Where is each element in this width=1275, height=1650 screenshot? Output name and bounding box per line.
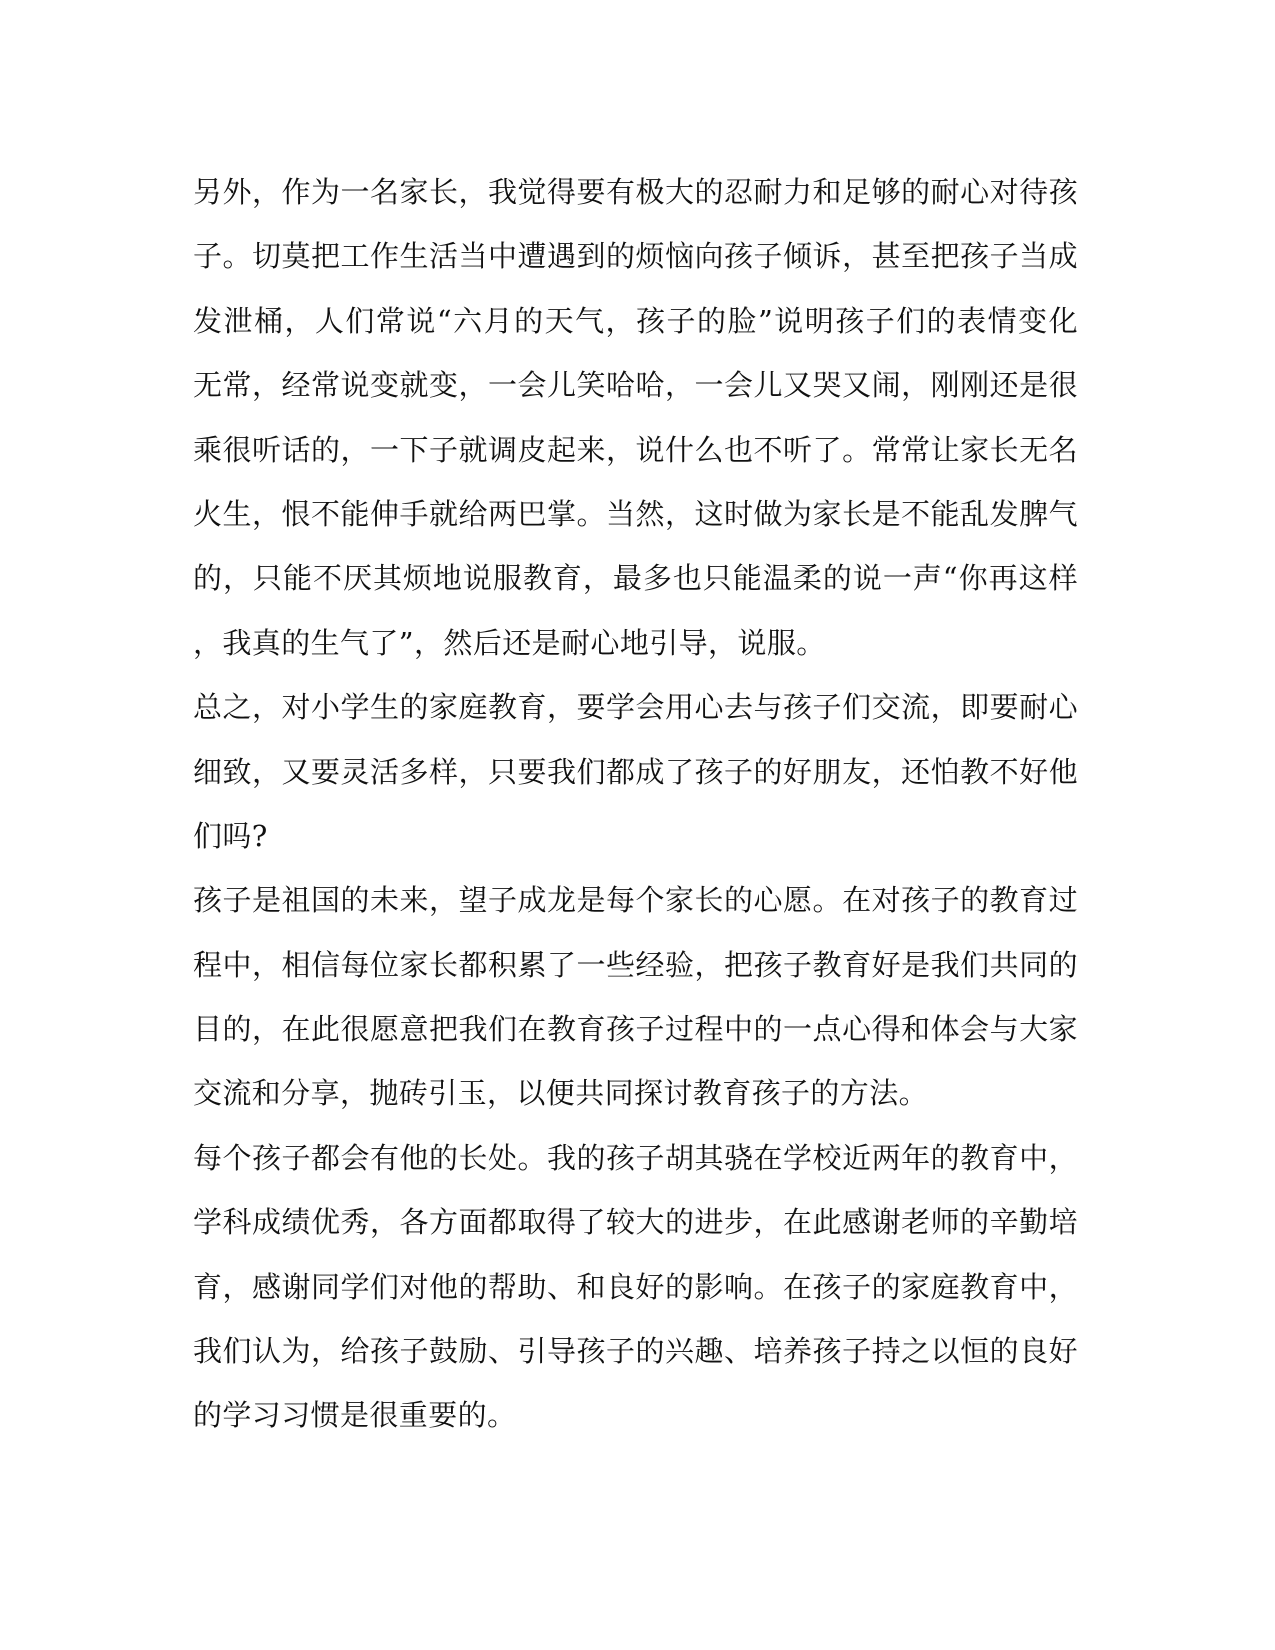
body-text xyxy=(193,160,1078,1448)
text-line: 交流和分享，抛砖引玉，以便共同探讨教育孩子的方法。 xyxy=(193,1076,929,1111)
text-line: 的学习习惯是很重要的。 xyxy=(193,1398,517,1433)
text-line: 乘很听话的，一下子就调皮起来，说什么也不听了。常常让家长无名 xyxy=(193,432,1078,467)
text-line: 的，只能不厌其烦地说服教育，最多也只能温柔的说一声“你再这样 xyxy=(193,561,1078,596)
text-line: 火生，恨不能伸手就给两巴掌。当然，这时做为家长是不能乱发脾气 xyxy=(193,496,1078,531)
text-line: 目的，在此很愿意把我们在教育孩子过程中的一点心得和体会与大家 xyxy=(193,1012,1078,1047)
text-line: 每个孩子都会有他的长处。我的孩子胡其骁在学校近两年的教育中， xyxy=(193,1140,1078,1175)
text-line: 育，感谢同学们对他的帮助、和良好的影响。在孩子的家庭教育中， xyxy=(193,1269,1078,1304)
text-line: 另外，作为一名家长，我觉得要有极大的忍耐力和足够的耐心对待孩 xyxy=(193,175,1078,209)
text-line: 子。切莫把工作生活当中遭遇到的烦恼向孩子倾诉，甚至把孩子当成 xyxy=(193,239,1078,274)
text-line: 无常，经常说变就变，一会儿笑哈哈，一会儿又哭又闹，刚刚还是很 xyxy=(193,368,1078,403)
text-line: 孩子是祖国的未来，望子成龙是每个家长的心愿。在对孩子的教育过 xyxy=(193,883,1078,918)
text-line: 们吗? xyxy=(193,818,268,853)
text-line: 细致，又要灵活多样，只要我们都成了孩子的好朋友，还怕教不好他 xyxy=(193,754,1078,789)
text-line: 发泄桶，人们常说“六月的天气，孩子的脸”说明孩子们的表情变化 xyxy=(193,303,1078,338)
text-line: 我们认为，给孩子鼓励、引导孩子的兴趣、培养孩子持之以恒的良好 xyxy=(193,1334,1078,1369)
text-line: 总之，对小学生的家庭教育，要学会用心去与孩子们交流，即要耐心 xyxy=(193,690,1078,725)
text-line: 学科成绩优秀，各方面都取得了较大的进步，在此感谢老师的辛勤培 xyxy=(193,1205,1078,1240)
text-line: 程中，相信每位家长都积累了一些经验，把孩子教育好是我们共同的 xyxy=(193,947,1078,982)
text-line: ，我真的生气了”，然后还是耐心地引导，说服。 xyxy=(193,625,826,660)
